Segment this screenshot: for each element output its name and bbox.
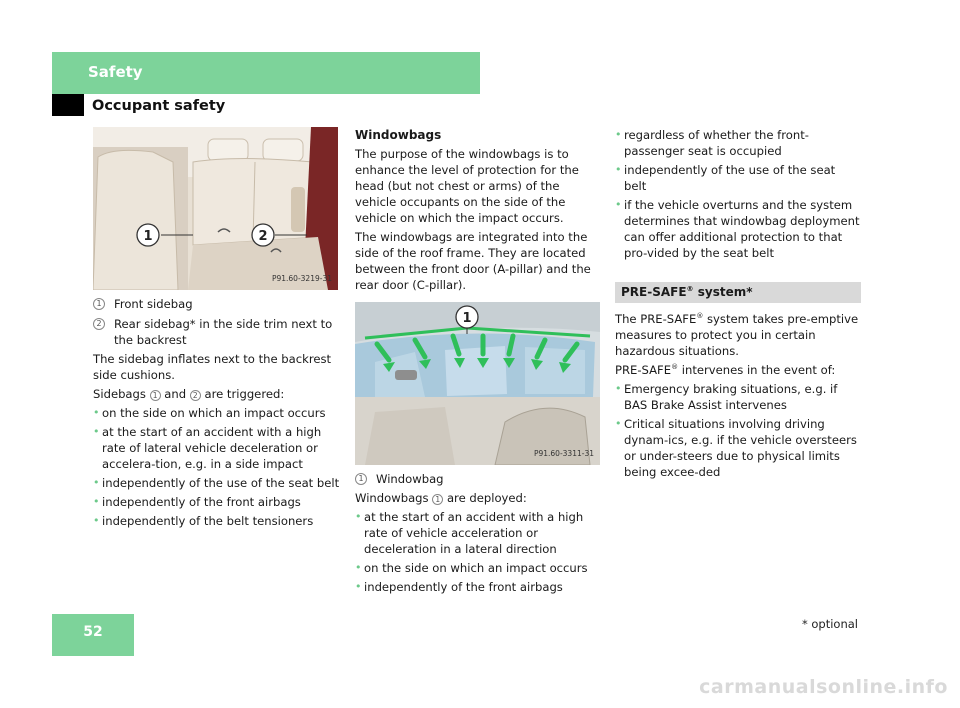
caption-front-sidebag: [93, 296, 340, 312]
bullet-icon: •: [615, 198, 622, 211]
callout-number: 1: [355, 473, 367, 485]
list-item: • on the side on which an impact occurs: [93, 406, 326, 420]
image-code: P91.60-3219-31: [271, 274, 332, 283]
caption-text: Front sidebag: [114, 297, 193, 311]
bullet-icon: •: [355, 561, 362, 574]
presafe-heading: PRE-SAFE® system*: [615, 282, 861, 303]
list-item: • Critical situations involving driving dynam-ics, e.g. if the vehicle oversteers or under-steers due to physical limits being excee-ded: [615, 417, 857, 479]
windowbags-deployed-text: Windowbags 1 are deployed:: [355, 491, 527, 505]
list-item: • independently of the belt tensioners: [93, 514, 314, 528]
windowbags-purpose-text: The purpose of the windowbags is to enhance the level of protection for the head (but not chest or arms) of the vehicle occupants on the side of the vehicle on which the impact occurs.: [355, 147, 579, 225]
list-item: • independently of the front airbags: [355, 580, 563, 594]
callout-1-label: 1: [143, 229, 153, 244]
callout-number: 1: [150, 390, 161, 401]
callout-2-label: 2: [258, 229, 268, 244]
callout-number: 2: [93, 318, 105, 330]
presafe-intro-text: The PRE-SAFE® system takes pre-emptive measures to protect you in certain hazardous situations.: [615, 312, 859, 358]
car-seats-illustration: [93, 127, 338, 290]
bullet-icon: •: [93, 495, 100, 508]
callout-number: 1: [432, 494, 443, 505]
watermark: carmanualsonline.info: [699, 676, 948, 698]
windowbag-image: [355, 302, 600, 465]
bullet-icon: •: [615, 163, 622, 176]
page-title: Occupant safety: [92, 98, 226, 114]
windowbags-heading: Windowbags: [355, 128, 442, 142]
bullet-icon: •: [615, 128, 622, 141]
list-item: • independently of the use of the seat belt: [93, 476, 340, 490]
list-item: • Emergency braking situations, e.g. if BAS Brake Assist intervenes: [615, 382, 838, 412]
list-item: • at the start of an accident with a high rate of lateral vehicle deceleration or accelera-tion, e.g. in a side impact: [93, 425, 322, 471]
caption-rear-sidebag: [93, 316, 340, 348]
bullet-icon: •: [355, 580, 362, 593]
sidebags-triggered-text: Sidebags 1 and 2 are triggered:: [93, 387, 285, 401]
image-code: P91.60-3311-31: [533, 449, 594, 458]
column-windowbags: [355, 127, 602, 595]
callout-number: 2: [190, 390, 201, 401]
callout-1-label: 1: [462, 311, 472, 326]
column-presafe: [615, 127, 861, 480]
windowbag-illustration: [355, 302, 600, 465]
bullet-icon: •: [615, 417, 622, 430]
bullet-icon: •: [355, 510, 362, 523]
list-item: • if the vehicle overturns and the system determines that windowbag deployment can offer additional protection to that pro-vided by the seat belt: [615, 198, 860, 260]
page-number: 52: [83, 624, 103, 640]
list-item: • independently of the use of the seat belt: [615, 163, 836, 193]
bullet-icon: •: [93, 476, 100, 489]
list-item: • regardless of whether the front-passenger seat is occupied: [615, 128, 809, 158]
list-item: • at the start of an accident with a high rate of vehicle acceleration or deceleration in a lateral direction: [355, 510, 584, 556]
sidebag-inflation-text: The sidebag inflates next to the backrest side cushions.: [93, 352, 332, 382]
sidebag-image: [93, 127, 338, 290]
section-label: Safety: [88, 63, 143, 81]
presafe-event-text: PRE-SAFE® intervenes in the event of:: [615, 363, 836, 377]
bullet-icon: •: [615, 382, 622, 395]
caption-windowbag: [355, 471, 602, 487]
list-item: • on the side on which an impact occurs: [355, 561, 588, 575]
callout-number: 1: [93, 298, 105, 310]
list-item: • independently of the front airbags: [93, 495, 301, 509]
column-sidebags: [93, 127, 340, 529]
bullet-icon: •: [93, 514, 100, 527]
windowbags-location-text: The windowbags are integrated into the side of the roof frame. They are located between the front door (A-pillar) and the rear door (C-pillar).: [355, 230, 591, 292]
caption-text: Rear sidebag* in the side trim next to the backrest: [114, 317, 333, 347]
header-marker-block: [52, 94, 84, 116]
bullet-icon: •: [93, 406, 100, 419]
caption-text: Windowbag: [376, 472, 444, 486]
bullet-icon: •: [93, 425, 100, 438]
optional-footnote: * optional: [801, 617, 858, 631]
